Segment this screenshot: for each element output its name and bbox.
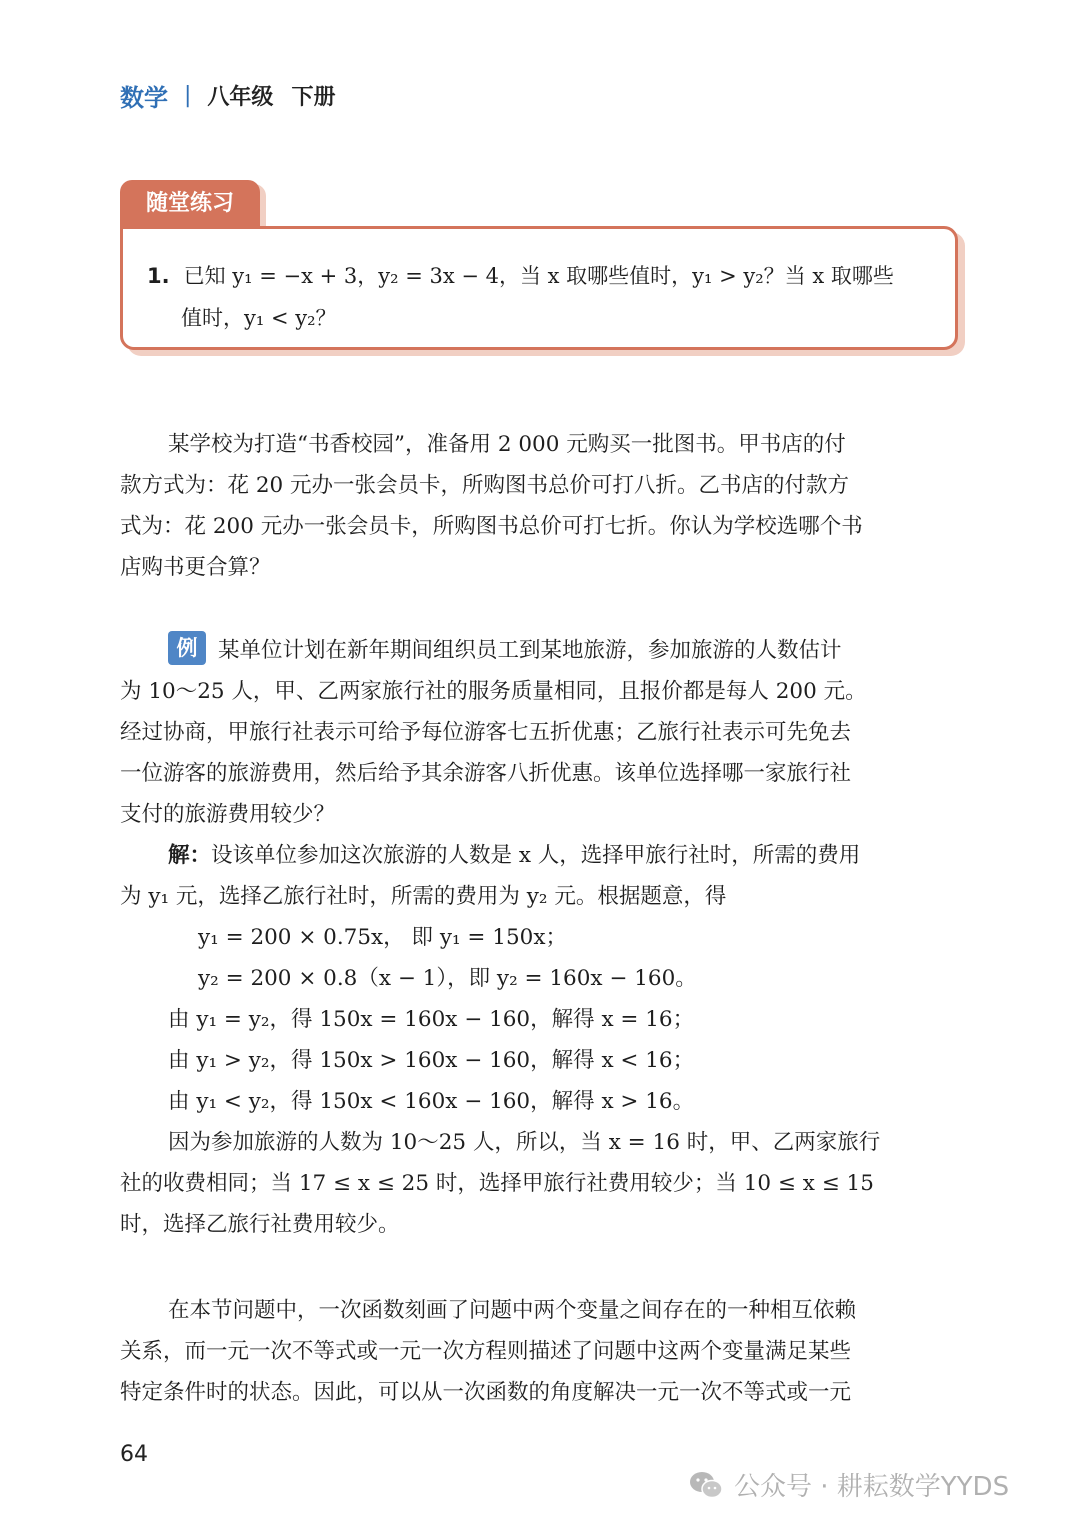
case-greater: 由 y₁ > y₂，得 150x > 160x − 160，解得 x < 16； [168,1048,695,1073]
subject-label: 数学 [120,84,168,112]
example-line: 一位游客的旅游费用，然后给予其余游客八折优惠。该单位选择哪一家旅行社 [120,761,852,786]
intro-line: 式为：花 200 元办一张会员卡，所购图书总价可打七折。你认为学校选哪个书 [120,514,863,539]
exercise-line-2: 值时，y₁ < y₂？ [181,306,337,330]
example-badge: 例 [168,631,206,665]
case-less: 由 y₁ < y₂，得 150x < 160x − 160，解得 x > 16。 [168,1089,695,1114]
grade-label: 八年级 [207,85,274,110]
intro-line: 款方式为：花 20 元办一张会员卡，所购图书总价可打八折。乙书店的付款方 [120,473,850,498]
example-paragraph [120,630,960,1245]
exercise-box [120,226,958,350]
example-line: 经过协商，甲旅行社表示可给予每位游客七五折优惠；乙旅行社表示可先免去 [120,720,852,745]
conclusion-line: 因为参加旅游的人数为 10～25 人，所以，当 x = 16 时，甲、乙两家旅行 [168,1130,881,1155]
watermark [688,1466,1009,1503]
watermark-text: 公众号 · 耕耘数学YYDS [734,1472,1010,1502]
summary-line: 在本节问题中，一次函数刻画了问题中两个变量之间存在的一种相互依赖 [168,1298,857,1323]
exercise-tab [120,180,260,228]
solution-label: 解： [168,843,212,868]
equation-1: y₁ = 200 × 0.75x， 即 y₁ = 150x； [198,925,567,950]
page-number: 64 [120,1442,148,1467]
exercise-title: 随堂练习 [145,191,234,216]
case-equal: 由 y₁ = y₂，得 150x = 160x − 160，解得 x = 16； [168,1007,695,1032]
wechat-icon [688,1470,724,1500]
conclusion-line: 社的收费相同；当 17 ≤ x ≤ 25 时，选择甲旅行社费用较少；当 10 ≤ x ≤ 15 [120,1171,874,1196]
conclusion-line: 时，选择乙旅行社费用较少。 [120,1212,400,1237]
example-line: 支付的旅游费用较少？ [120,802,336,827]
summary-line: 特定条件时的状态。因此，可以从一次函数的角度解决一元一次不等式或一元 [120,1380,852,1405]
solution-line: 解：设该单位参加这次旅游的人数是 x 人，选择甲旅行社时，所需的费用 [168,843,861,868]
intro-line: 店购书更合算？ [120,555,271,580]
summary-line: 关系，而一元一次不等式或一元一次方程则描述了问题中这两个变量满足某些 [120,1339,852,1364]
summary-paragraph [120,1290,960,1413]
exercise-number: 1. [147,264,170,288]
example-line: 例 某单位计划在新年期间组织员工到某地旅游，参加旅游的人数估计 [120,630,960,671]
page-header [120,78,335,113]
intro-paragraph [120,424,960,588]
example-line: 为 10～25 人，甲、乙两家旅行社的服务质量相同，且报价都是每人 200 元。 [120,679,867,704]
equation-2: y₂ = 200 × 0.8（x − 1），即 y₂ = 160x − 160。 [198,966,697,991]
solution-line: 为 y₁ 元，选择乙旅行社时，所需的费用为 y₂ 元。根据题意，得 [120,884,727,909]
exercise-line-1: 1. 已知 y₁ = −x + 3，y₂ = 3x − 4，当 x 取哪些值时，y₁ > y₂？当 x 取哪些 [147,264,894,288]
header-separator: | [184,83,192,108]
intro-line: 某学校为打造“书香校园”，准备用 2 000 元购买一批图书。甲书店的付 [168,432,846,457]
volume-label: 下册 [291,85,336,110]
